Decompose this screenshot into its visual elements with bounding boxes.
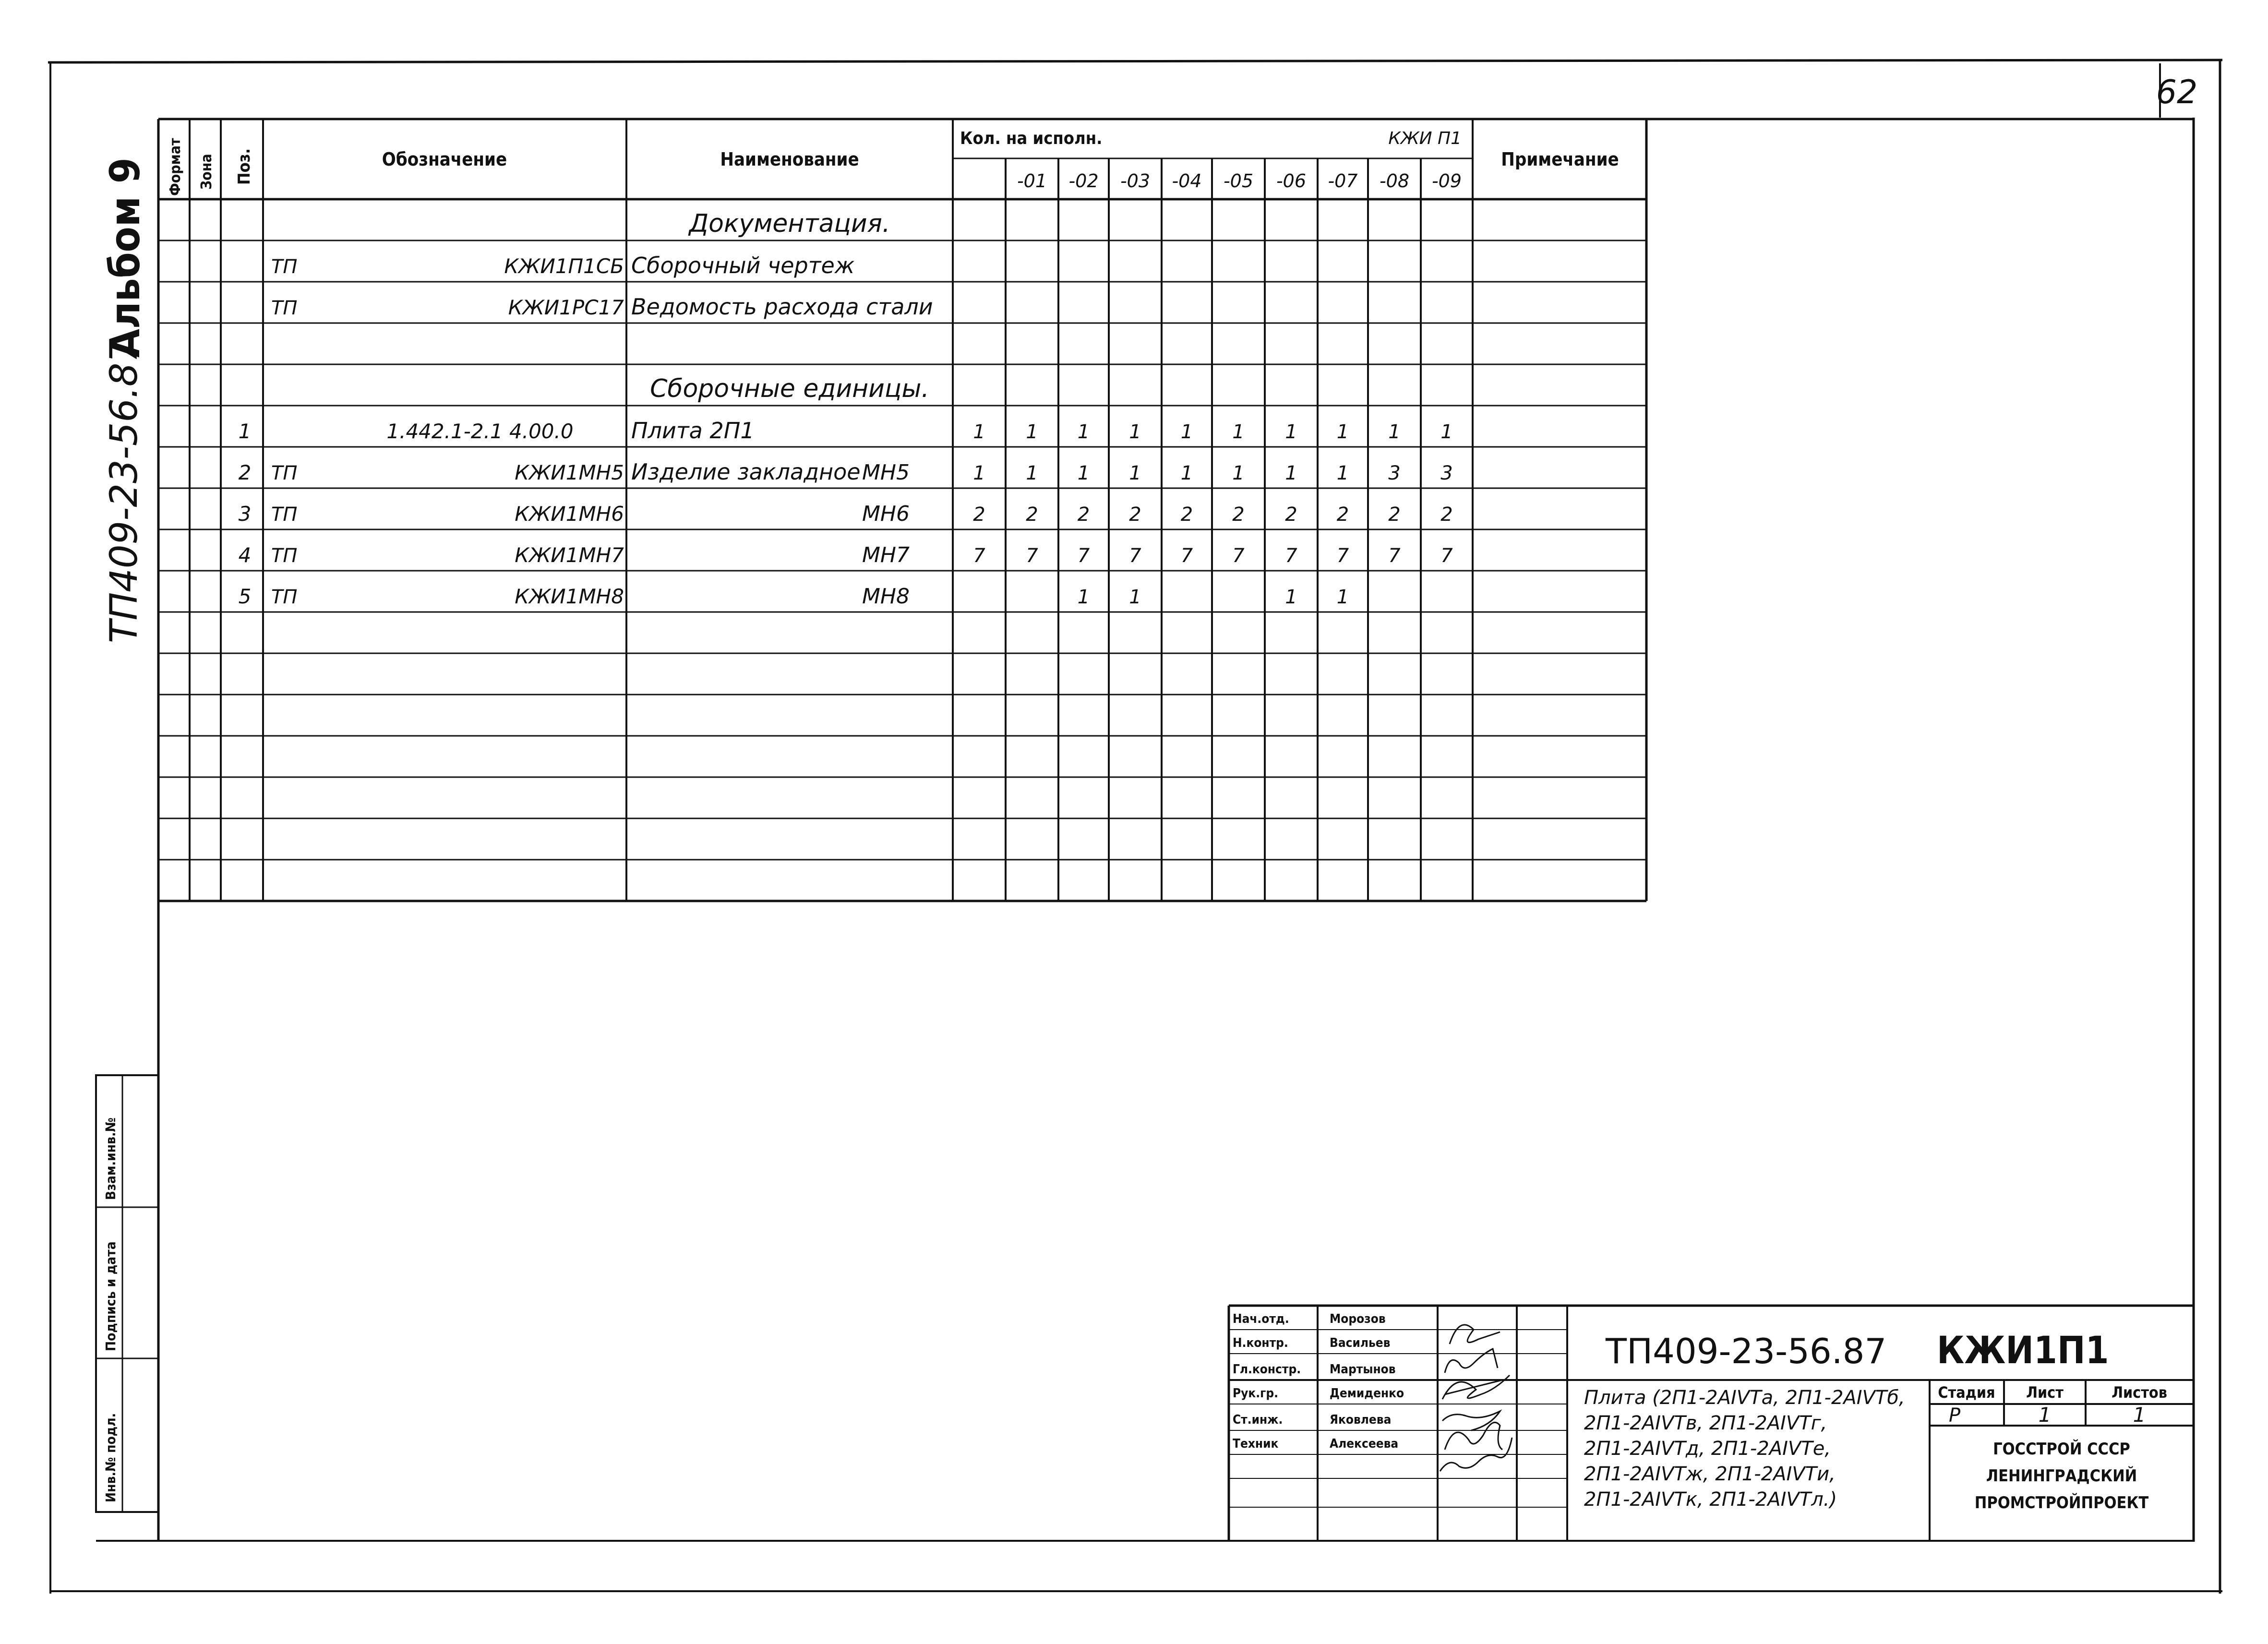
organization-line: ЛЕНИНГРАДСКИЙ (1986, 1466, 2137, 1486)
header-variant: -01 (1017, 170, 1047, 192)
header-variant: -02 (1068, 170, 1099, 192)
signer-role: Рук.гр. (1233, 1386, 1279, 1401)
row-designation: КЖИ1П1СБ (504, 254, 624, 278)
row-name-suffix: МН5 (862, 460, 910, 485)
row-qty: 7 (1129, 545, 1141, 567)
product-description-line: Плита (2П1-2АIVТа, 2П1-2АIVТб, (1584, 1387, 1905, 1409)
header-qty: Кол. на исполн. (960, 129, 1103, 148)
row-designation: КЖИ1МН5 (515, 461, 624, 484)
row-qty: 1 (1026, 421, 1038, 443)
header-variant: -09 (1431, 170, 1462, 192)
header-variant: -03 (1120, 170, 1151, 192)
row-qty: 1 (1026, 462, 1038, 484)
sheets-value: 1 (2133, 1403, 2146, 1427)
row-qty: 2 (1232, 504, 1245, 526)
row-qty: 1 (1285, 586, 1297, 608)
row-qty: 1 (1129, 462, 1141, 484)
row-qty: 1 (1180, 421, 1193, 443)
row-qty: 1 (973, 462, 985, 484)
row-pos: 5 (238, 585, 252, 608)
page-number: 62 (2156, 73, 2198, 111)
row-qty: 7 (1077, 545, 1090, 567)
row-name: Изделие закладное (631, 459, 861, 485)
header-name: Наименование (720, 149, 859, 170)
row-prefix: ТП (271, 504, 298, 526)
row-qty: 7 (1336, 545, 1349, 567)
header-zone: Зона (198, 154, 215, 190)
row-qty: 1 (1077, 421, 1090, 443)
organization-line: ГОССТРОЙ СССР (1993, 1440, 2130, 1459)
signer-name: Мартынов (1330, 1362, 1396, 1377)
product-description-line: 2П1-2АIVТж, 2П1-2АIVТи, (1584, 1463, 1836, 1485)
signer-role: Нач.отд. (1233, 1312, 1289, 1326)
row-pos: 3 (238, 502, 252, 526)
specification-table (158, 119, 1646, 901)
header-variant-base: КЖИ П1 (1388, 129, 1462, 148)
row-prefix: ТП (271, 256, 298, 278)
row-qty: 1 (1285, 462, 1297, 484)
row-designation: КЖИ1МН7 (515, 543, 624, 567)
header-variant: -08 (1379, 170, 1410, 192)
stamp-inv-podl: Инв.№ подл. (103, 1413, 119, 1502)
side-doc-code: ТП409-23-56.87 (103, 338, 146, 643)
signer-name: Алексеева (1330, 1437, 1399, 1451)
row-name: Плита 2П1 (631, 418, 755, 444)
signer-role: Техник (1233, 1437, 1279, 1451)
row-qty: 1 (1336, 421, 1349, 443)
row-qty: 1 (1336, 462, 1349, 484)
header-variant: -04 (1172, 170, 1202, 192)
row-qty: 2 (1077, 504, 1090, 526)
row-designation: 1.442.1-2.1 4.00.0 (386, 420, 574, 443)
row-qty: 7 (1285, 545, 1297, 567)
row-qty: 1 (973, 421, 985, 443)
page-number-box (2156, 63, 2198, 118)
row-name: Документация. (689, 209, 890, 238)
sheets-label: Листов (2112, 1383, 2167, 1402)
stamp-vzam-inv: Взам.инв.№ (103, 1117, 119, 1200)
row-qty: 1 (1077, 462, 1090, 484)
row-qty: 1 (1285, 421, 1297, 443)
signer-role: Н.контр. (1233, 1336, 1288, 1350)
row-name-suffix: МН7 (862, 543, 910, 567)
row-qty: 2 (1285, 504, 1297, 526)
row-name: Ведомость расхода стали (631, 294, 933, 320)
row-qty: 1 (1388, 421, 1401, 443)
signer-name: Васильев (1330, 1336, 1391, 1350)
row-qty: 1 (1129, 586, 1141, 608)
row-qty: 1 (1129, 421, 1141, 443)
product-description-line: 2П1-2АIVТв, 2П1-2АIVТг, (1584, 1412, 1827, 1434)
side-caption (101, 157, 149, 643)
row-qty: 2 (973, 504, 985, 526)
signer-name: Морозов (1330, 1312, 1386, 1326)
sheet-frame (48, 60, 2222, 1594)
row-pos: 4 (238, 543, 252, 567)
signatures (1440, 1325, 1512, 1471)
header-note: Примечание (1501, 149, 1619, 170)
sheet-label: Лист (2026, 1383, 2064, 1402)
row-qty: 7 (973, 545, 985, 567)
row-prefix: ТП (271, 586, 298, 608)
title-doc-code: ТП409-23-56.87 (1606, 1331, 1887, 1371)
row-qty: 7 (1388, 545, 1401, 567)
row-qty: 2 (1336, 504, 1349, 526)
header-variant: -07 (1328, 170, 1358, 192)
row-qty: 1 (1440, 421, 1453, 443)
stage-value: Р (1949, 1404, 1961, 1427)
row-name: Сборочный чертеж (631, 252, 855, 278)
row-designation: КЖИ1РС17 (508, 296, 624, 319)
product-description-line: 2П1-2АIVТд, 2П1-2АIVТе, (1584, 1438, 1831, 1460)
side-stamp (96, 1075, 158, 1512)
signer-role: Ст.инж. (1233, 1413, 1283, 1427)
header-format: Формат (167, 138, 184, 196)
row-qty: 3 (1388, 462, 1401, 484)
sheet-value: 1 (2038, 1403, 2052, 1427)
signer-name: Яковлева (1330, 1413, 1392, 1427)
header-pos: Поз. (235, 148, 254, 185)
title-product-code: КЖИ1П1 (1937, 1329, 2109, 1372)
row-qty: 1 (1232, 462, 1245, 484)
row-qty: 2 (1129, 504, 1141, 526)
stage-label: Стадия (1938, 1383, 1995, 1402)
organization-line: ПРОМСТРОЙПРОЕКТ (1974, 1493, 2149, 1512)
row-qty: 7 (1026, 545, 1038, 567)
row-name-suffix: МН8 (862, 584, 910, 609)
header-variant: -05 (1223, 170, 1254, 192)
title-block (1229, 1306, 2194, 1542)
row-prefix: ТП (271, 545, 298, 567)
row-qty: 2 (1388, 504, 1401, 526)
row-qty: 1 (1232, 421, 1245, 443)
row-designation: КЖИ1МН8 (515, 585, 624, 608)
row-qty: 2 (1026, 504, 1038, 526)
signer-name: Демиденко (1330, 1386, 1404, 1401)
header-variant: -06 (1276, 170, 1307, 192)
row-qty: 7 (1232, 545, 1245, 567)
header-designation: Обозначение (382, 149, 507, 170)
row-name-suffix: МН6 (862, 502, 910, 526)
row-qty: 2 (1180, 504, 1193, 526)
row-prefix: ТП (271, 462, 298, 484)
row-pos: 1 (238, 420, 252, 443)
row-name: Сборочные единицы. (650, 374, 929, 403)
row-qty: 7 (1440, 545, 1453, 567)
row-pos: 2 (238, 461, 252, 484)
row-designation: КЖИ1МН6 (515, 502, 624, 526)
row-qty: 1 (1336, 586, 1349, 608)
stamp-sign-date: Подпись и дата (103, 1241, 119, 1351)
signer-role: Гл.констр. (1233, 1362, 1301, 1377)
row-qty: 2 (1440, 504, 1453, 526)
product-description-line: 2П1-2АIVТк, 2П1-2АIVТл.) (1584, 1488, 1837, 1511)
row-qty: 1 (1180, 462, 1193, 484)
row-qty: 1 (1077, 586, 1090, 608)
row-qty: 7 (1180, 545, 1193, 567)
side-album: Альбом 9 (101, 157, 149, 358)
row-qty: 3 (1440, 462, 1453, 484)
row-prefix: ТП (271, 297, 298, 319)
